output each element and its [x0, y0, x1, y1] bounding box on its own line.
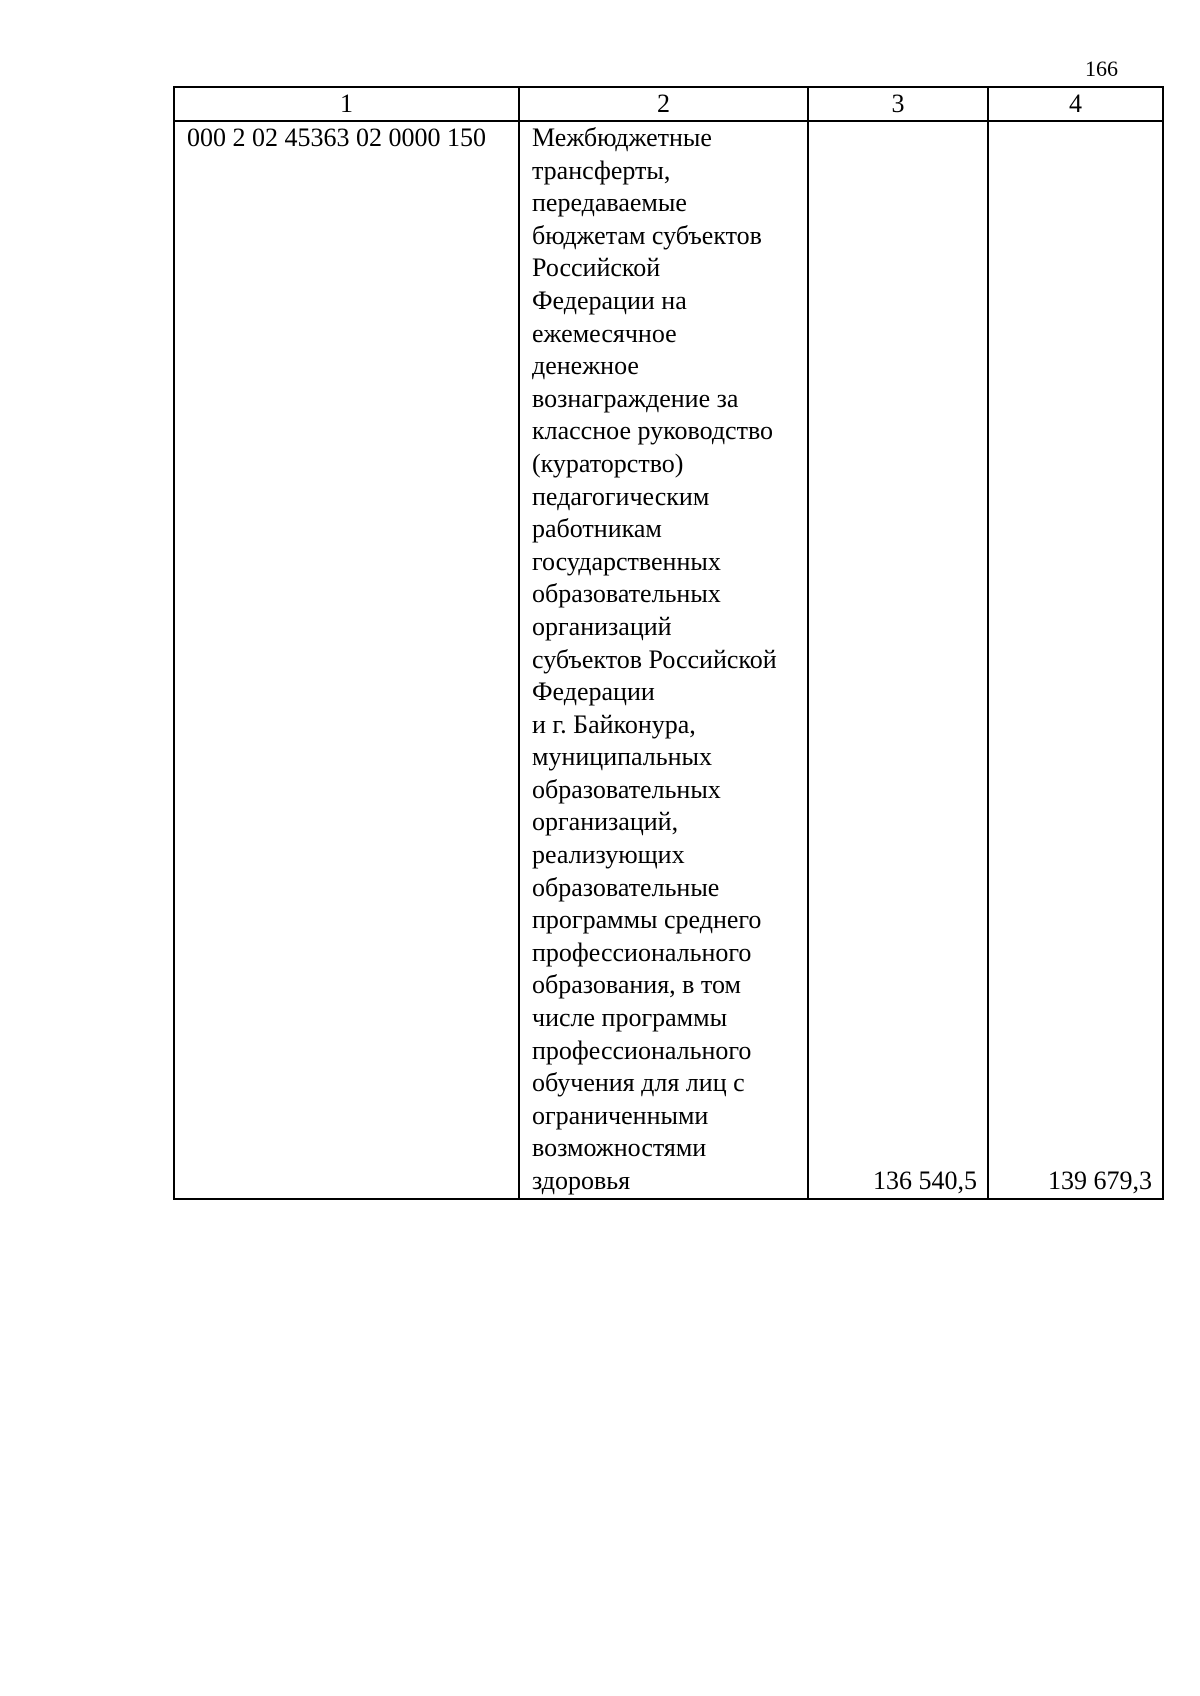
description-line: организаций — [532, 611, 672, 641]
description-line: образовательных — [532, 774, 721, 804]
table-header-row — [174, 87, 1163, 121]
description-line: возможностями — [532, 1133, 707, 1163]
header-cell-2: 2 — [519, 87, 808, 121]
description-line: профессионального — [532, 937, 752, 967]
description-line: профессионального — [532, 1035, 752, 1065]
description-line: муниципальных — [532, 742, 713, 772]
description-line: вознаграждение за — [532, 383, 739, 413]
value-cell-col4: 139 679,3 — [988, 121, 1163, 1199]
description-line: образования, в том — [532, 970, 741, 1000]
description-line: субъектов Российской — [532, 644, 777, 674]
description-line: и г. Байконура, — [532, 709, 696, 739]
page-number: 166 — [1085, 56, 1118, 81]
code-cell: 000 2 02 45363 02 0000 150 — [174, 121, 519, 1199]
description-line: ограниченными — [532, 1100, 709, 1130]
description-line: организаций, — [532, 807, 679, 837]
description-line: Федерации на — [532, 285, 687, 315]
description-line: Межбюджетные — [532, 123, 712, 152]
description-line: работникам — [532, 514, 662, 544]
budget-table — [173, 86, 1164, 1200]
description-line: классное руководство — [532, 416, 774, 446]
header-cell-4: 4 — [988, 87, 1163, 121]
description-cell — [519, 121, 808, 1199]
table-row — [174, 121, 1163, 1199]
description-line: трансферты, — [532, 155, 671, 185]
description-line: числе программы — [532, 1003, 728, 1033]
description-line: образовательных — [532, 579, 721, 609]
description-line: денежное — [532, 351, 639, 381]
description-line: педагогическим — [532, 481, 710, 511]
description-line: (кураторство) — [532, 448, 684, 478]
header-cell-1: 1 — [174, 87, 519, 121]
description-line: здоровья — [532, 1166, 631, 1195]
description-line: ежемесячное — [532, 318, 677, 348]
description-line: Российской — [532, 253, 661, 283]
description-line: передаваемые — [532, 188, 687, 218]
description-line: Федерации — [532, 677, 655, 707]
description-line: обучения для лиц с — [532, 1068, 745, 1098]
description-line: бюджетам субъектов — [532, 220, 762, 250]
header-cell-3: 3 — [808, 87, 988, 121]
description-line: программы среднего — [532, 905, 762, 935]
description-line: реализующих — [532, 840, 685, 870]
description-line: образовательные — [532, 872, 720, 902]
description-line: государственных — [532, 546, 721, 576]
value-cell-col3: 136 540,5 — [808, 121, 988, 1199]
